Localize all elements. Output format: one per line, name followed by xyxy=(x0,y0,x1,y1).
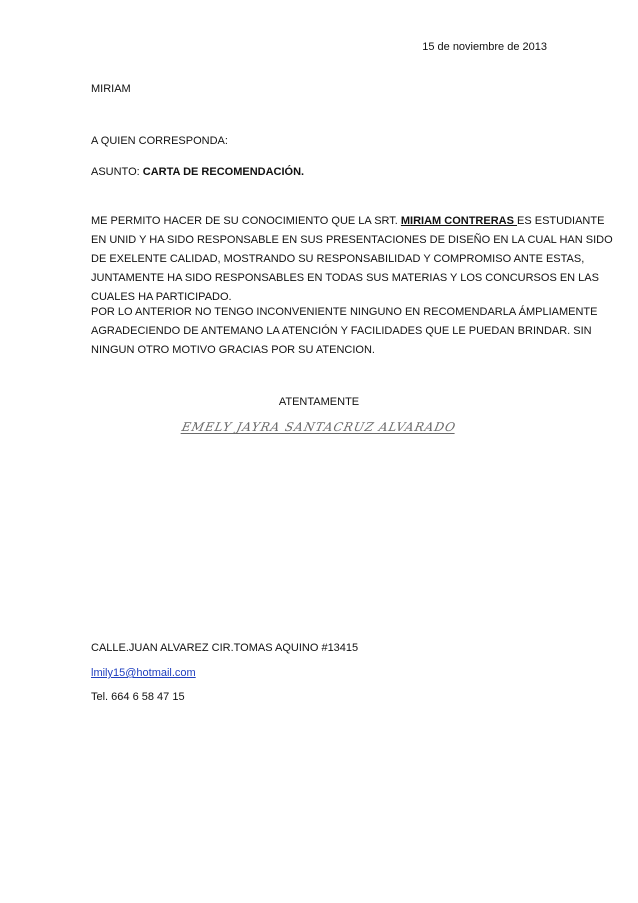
phone: Tel. 664 6 58 47 15 xyxy=(91,691,185,703)
paragraph-1-line-4: JUNTAMENTE HA SIDO RESPONSABLES EN TODAS SUS MATERIAS Y LOS CONCURSOS EN LAS xyxy=(91,272,599,284)
subject-value: CARTA DE RECOMENDACIÓN. xyxy=(142,166,305,178)
closing: ATENTAMENTE xyxy=(278,396,360,408)
letter-date: 15 de noviembre de 2013 xyxy=(422,41,547,53)
email-text[interactable]: lmily15@hotmail.com xyxy=(91,667,196,679)
paragraph-2-line-2: AGRADECIENDO DE ANTEMANO LA ATENCIÓN Y FACILIDADES QUE LE PUEDAN BRINDAR. SIN xyxy=(91,325,592,337)
signature-text: EMELY JAYRA SANTACRUZ ALVARADO xyxy=(180,420,458,434)
email-link[interactable] xyxy=(91,666,196,680)
paragraph-1 xyxy=(91,212,613,307)
paragraph-2-line-1: POR LO ANTERIOR NO TENGO INCONVENIENTE NINGUNO EN RECOMENDARLA ÁMPLIAMENTE xyxy=(91,306,598,318)
subject-label: ASUNTO: xyxy=(91,166,143,178)
paragraph-1-text: ES ESTUDIANTE xyxy=(517,215,605,227)
paragraph-2-line-3: NINGUN OTRO MOTIVO GRACIAS POR SU ATENCION. xyxy=(91,344,375,356)
paragraph-1-line-5: CUALES HA PARTICIPADO. xyxy=(91,291,232,303)
paragraph-1-line-3: DE EXELENTE CALIDAD, MOSTRANDO SU RESPONSABILIDAD Y COMPROMISO ANTE ESTAS, xyxy=(91,253,585,265)
recipient-name: MIRIAM xyxy=(91,83,131,95)
paragraph-1-text: ME PERMITO HACER DE SU CONOCIMIENTO QUE LA SRT. xyxy=(91,215,401,227)
paragraph-1-line-2: EN UNID Y HA SIDO RESPONSABLE EN SUS PRESENTACIONES DE DISEÑO EN LA CUAL HAN SIDO xyxy=(91,234,613,246)
paragraph-2 xyxy=(91,303,598,360)
address: CALLE.JUAN ALVAREZ CIR.TOMAS AQUINO #13415 xyxy=(91,642,359,654)
subject-line xyxy=(91,165,304,179)
student-name: MIRIAM CONTRERAS xyxy=(400,215,517,227)
salutation: A QUIEN CORRESPONDA: xyxy=(91,135,228,147)
signature xyxy=(0,420,638,434)
paragraph-1-line-1 xyxy=(91,212,605,231)
